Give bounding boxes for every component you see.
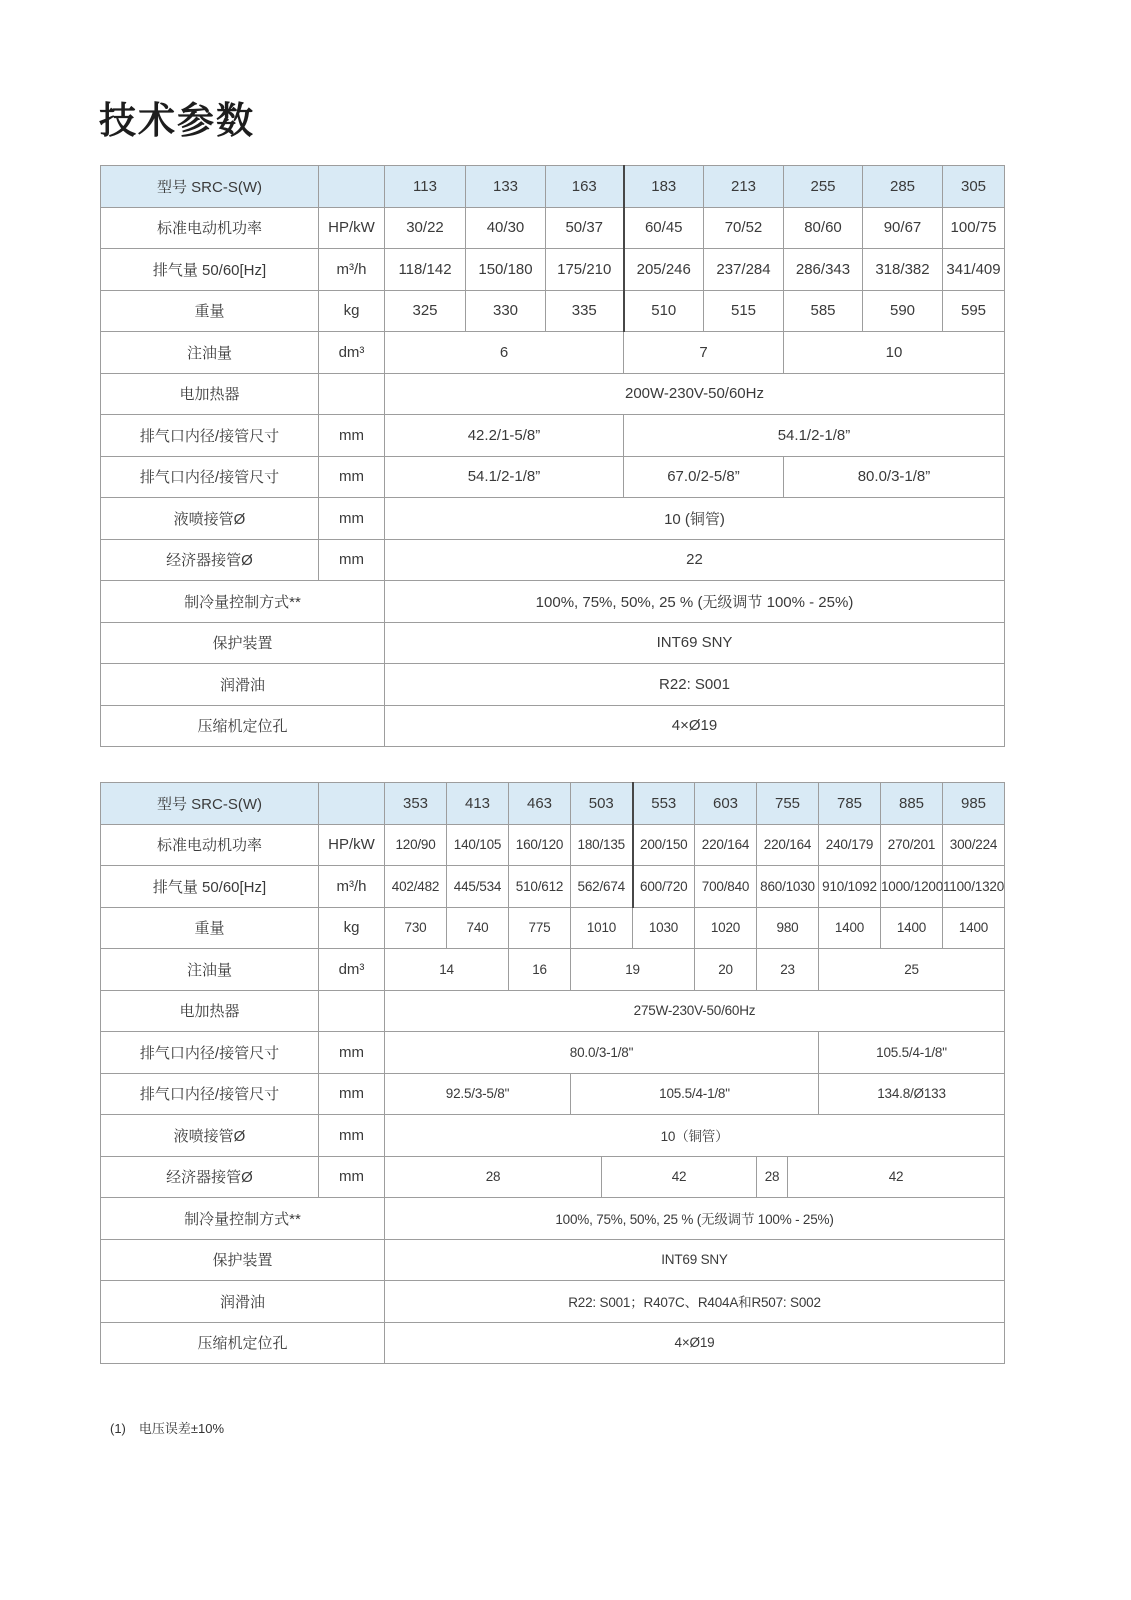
value-cell: 237/284 (704, 249, 784, 291)
spec-label-cell: 排气量 50/60[Hz] (101, 866, 319, 908)
value-cell: INT69 SNY (385, 1239, 1005, 1281)
value-cell: 910/1092 (819, 866, 881, 908)
unit-cell (319, 990, 385, 1032)
value-cell: 105.5/4-1/8" (819, 1032, 1005, 1074)
value-cell: 22 (385, 539, 1005, 581)
footnote: (1) 电压误差±10% (110, 1421, 225, 1436)
value-cell: 25 (819, 949, 1005, 991)
spec-label-cell: 注油量 (101, 949, 319, 991)
model-header-cell: 985 (943, 783, 1005, 825)
value-cell: 175/210 (546, 249, 624, 291)
value-cell: 40/30 (466, 207, 546, 249)
value-cell: 335 (546, 290, 624, 332)
value-cell: 120/90 (385, 824, 447, 866)
unit-cell: mm (319, 415, 385, 457)
value-cell: INT69 SNY (385, 622, 1005, 664)
model-header-cell: 285 (863, 166, 943, 208)
value-cell: 30/22 (385, 207, 466, 249)
spec-label-cell: 经济器接管Ø (101, 1156, 319, 1198)
value-cell: 860/1030 (757, 866, 819, 908)
value-cell: 20 (695, 949, 757, 991)
unit-cell: dm³ (319, 332, 385, 374)
value-cell: 60/45 (624, 207, 704, 249)
spec-label-cell: 润滑油 (101, 1281, 385, 1323)
value-cell: 510 (624, 290, 704, 332)
value-cell: 90/67 (863, 207, 943, 249)
value-cell: 300/224 (943, 824, 1005, 866)
model-header-cell: 型号 SRC-S(W) (101, 166, 319, 208)
model-header-cell: 183 (624, 166, 704, 208)
value-cell: 1400 (819, 907, 881, 949)
value-cell: 270/201 (881, 824, 943, 866)
model-header-cell: 113 (385, 166, 466, 208)
value-cell: 1400 (943, 907, 1005, 949)
model-header-cell: 553 (633, 783, 695, 825)
value-cell: 220/164 (757, 824, 819, 866)
spec-label-cell: 保护装置 (101, 622, 385, 664)
value-cell: 134.8/Ø133 (819, 1073, 1005, 1115)
unit-cell: HP/kW (319, 824, 385, 866)
spec-label-cell: 压缩机定位孔 (101, 705, 385, 747)
unit-cell: mm (319, 1032, 385, 1074)
model-header-cell: 305 (943, 166, 1005, 208)
value-cell: 730 (385, 907, 447, 949)
value-cell: 80.0/3-1/8" (385, 1032, 819, 1074)
value-cell: R22: S001 (385, 664, 1005, 706)
model-header-cell: 785 (819, 783, 881, 825)
value-cell: 180/135 (571, 824, 633, 866)
unit-cell: mm (319, 498, 385, 540)
value-cell: 590 (863, 290, 943, 332)
model-header-cell: 型号 SRC-S(W) (101, 783, 319, 825)
value-cell: 600/720 (633, 866, 695, 908)
spec-label-cell: 重量 (101, 907, 319, 949)
value-cell: 100%, 75%, 50%, 25 % (无级调节 100% - 25%) (385, 581, 1005, 623)
unit-cell: mm (319, 456, 385, 498)
spec-label-cell: 电加热器 (101, 990, 319, 1032)
value-cell: 100/75 (943, 207, 1005, 249)
value-cell: 1020 (695, 907, 757, 949)
value-cell: 16 (509, 949, 571, 991)
unit-cell: m³/h (319, 866, 385, 908)
value-cell: 70/52 (704, 207, 784, 249)
model-header-cell: 353 (385, 783, 447, 825)
unit-cell: kg (319, 290, 385, 332)
spec-label-cell: 液喷接管Ø (101, 498, 319, 540)
value-cell: 67.0/2-5/8” (624, 456, 784, 498)
unit-cell (319, 373, 385, 415)
value-cell: 1000/1200 (881, 866, 943, 908)
spec-label-cell: 电加热器 (101, 373, 319, 415)
value-cell: 330 (466, 290, 546, 332)
value-cell: 42 (602, 1156, 757, 1198)
value-cell: 4×Ø19 (385, 1322, 1005, 1364)
unit-cell: mm (319, 1156, 385, 1198)
spec-label-cell: 压缩机定位孔 (101, 1322, 385, 1364)
value-cell: R22: S001；R407C、R404A和R507: S002 (385, 1281, 1005, 1323)
value-cell: 4×Ø19 (385, 705, 1005, 747)
value-cell: 445/534 (447, 866, 509, 908)
value-cell: 92.5/3-5/8" (385, 1073, 571, 1115)
value-cell: 54.1/2-1/8” (385, 456, 624, 498)
value-cell: 23 (757, 949, 819, 991)
spec-label-cell: 标准电动机功率 (101, 824, 319, 866)
value-cell: 150/180 (466, 249, 546, 291)
model-header-cell (319, 783, 385, 825)
value-cell: 7 (624, 332, 784, 374)
value-cell: 510/612 (509, 866, 571, 908)
spec-table-2 (100, 782, 1005, 1364)
value-cell: 28 (757, 1156, 788, 1198)
value-cell: 318/382 (863, 249, 943, 291)
spec-label-cell: 保护装置 (101, 1239, 385, 1281)
unit-cell: dm³ (319, 949, 385, 991)
model-header-cell (319, 166, 385, 208)
value-cell: 1100/1320 (943, 866, 1005, 908)
model-header-cell: 463 (509, 783, 571, 825)
unit-cell: mm (319, 1115, 385, 1157)
value-cell: 980 (757, 907, 819, 949)
value-cell: 19 (571, 949, 695, 991)
model-header-cell: 603 (695, 783, 757, 825)
model-header-cell: 163 (546, 166, 624, 208)
spec-label-cell: 经济器接管Ø (101, 539, 319, 581)
spec-label-cell: 润滑油 (101, 664, 385, 706)
spec-table-1 (100, 165, 1005, 747)
spec-label-cell: 制冷量控制方式** (101, 1198, 385, 1240)
spec-label-cell: 排气口内径/接管尺寸 (101, 415, 319, 457)
spec-label-cell: 排气量 50/60[Hz] (101, 249, 319, 291)
value-cell: 42 (788, 1156, 1005, 1198)
value-cell: 775 (509, 907, 571, 949)
page-title: 技术参数 (99, 100, 255, 141)
value-cell: 341/409 (943, 249, 1005, 291)
value-cell: 275W-230V-50/60Hz (385, 990, 1005, 1032)
value-cell: 28 (385, 1156, 602, 1198)
value-cell: 562/674 (571, 866, 633, 908)
value-cell: 515 (704, 290, 784, 332)
spec-label-cell: 排气口内径/接管尺寸 (101, 456, 319, 498)
unit-cell: mm (319, 1073, 385, 1115)
value-cell: 10（铜管） (385, 1115, 1005, 1157)
value-cell: 200W-230V-50/60Hz (385, 373, 1005, 415)
spec-label-cell: 液喷接管Ø (101, 1115, 319, 1157)
value-cell: 1010 (571, 907, 633, 949)
spec-label-cell: 排气口内径/接管尺寸 (101, 1073, 319, 1115)
model-header-cell: 885 (881, 783, 943, 825)
unit-cell: mm (319, 539, 385, 581)
unit-cell: m³/h (319, 249, 385, 291)
value-cell: 10 (784, 332, 1005, 374)
value-cell: 700/840 (695, 866, 757, 908)
value-cell: 118/142 (385, 249, 466, 291)
model-header-cell: 133 (466, 166, 546, 208)
value-cell: 50/37 (546, 207, 624, 249)
spec-label-cell: 重量 (101, 290, 319, 332)
model-header-cell: 503 (571, 783, 633, 825)
value-cell: 200/150 (633, 824, 695, 866)
unit-cell: HP/kW (319, 207, 385, 249)
value-cell: 205/246 (624, 249, 704, 291)
value-cell: 42.2/1-5/8” (385, 415, 624, 457)
value-cell: 740 (447, 907, 509, 949)
model-header-cell: 255 (784, 166, 863, 208)
value-cell: 595 (943, 290, 1005, 332)
spec-label-cell: 制冷量控制方式** (101, 581, 385, 623)
value-cell: 100%, 75%, 50%, 25 % (无级调节 100% - 25%) (385, 1198, 1005, 1240)
value-cell: 80/60 (784, 207, 863, 249)
spec-label-cell: 注油量 (101, 332, 319, 374)
value-cell: 1030 (633, 907, 695, 949)
value-cell: 1400 (881, 907, 943, 949)
unit-cell: kg (319, 907, 385, 949)
value-cell: 10 (铜管) (385, 498, 1005, 540)
spec-label-cell: 标准电动机功率 (101, 207, 319, 249)
value-cell: 220/164 (695, 824, 757, 866)
value-cell: 286/343 (784, 249, 863, 291)
value-cell: 140/105 (447, 824, 509, 866)
value-cell: 585 (784, 290, 863, 332)
value-cell: 325 (385, 290, 466, 332)
model-header-cell: 413 (447, 783, 509, 825)
model-header-cell: 755 (757, 783, 819, 825)
value-cell: 105.5/4-1/8" (571, 1073, 819, 1115)
value-cell: 6 (385, 332, 624, 374)
spec-label-cell: 排气口内径/接管尺寸 (101, 1032, 319, 1074)
value-cell: 14 (385, 949, 509, 991)
value-cell: 402/482 (385, 866, 447, 908)
value-cell: 240/179 (819, 824, 881, 866)
value-cell: 80.0/3-1/8” (784, 456, 1005, 498)
value-cell: 54.1/2-1/8” (624, 415, 1005, 457)
value-cell: 160/120 (509, 824, 571, 866)
model-header-cell: 213 (704, 166, 784, 208)
